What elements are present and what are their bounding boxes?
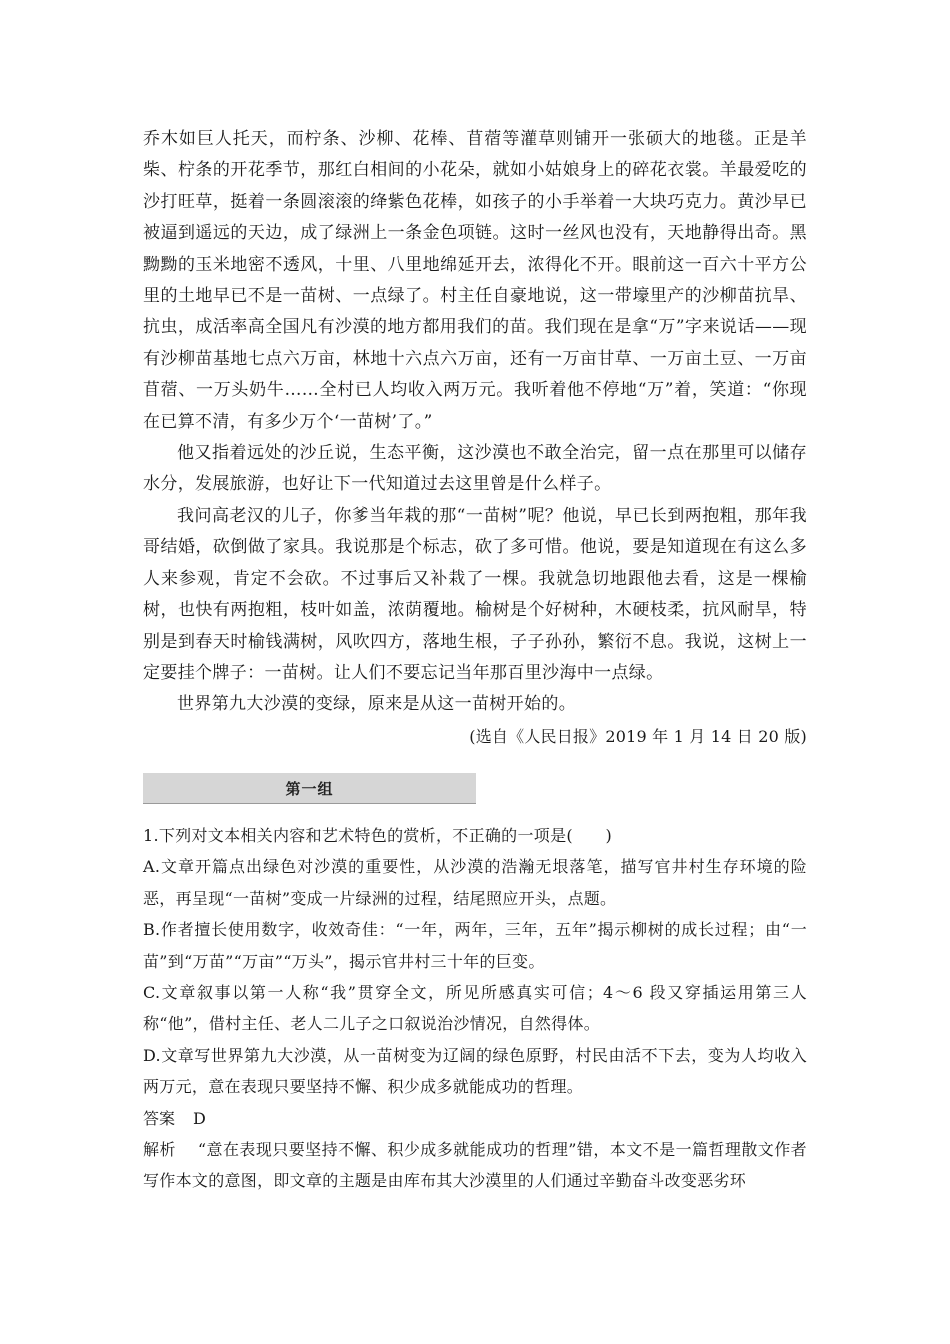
passage-paragraph-3: 我问高老汉的儿子，你爹当年栽的那“一苗树”呢？他说，早已长到两抱粗，那年我哥结婚，砍倒做了家具。我说那是个标志，砍了多可惜。他说，要是知道现在有这么多人来参观，肯定不会砍。不过事后又补栽了一棵。我就急切地跟他去看，这是一棵榆树，也快有两抱粗，枝叶如盖，浓荫覆地。榆树是个好树种，木硬枝柔，抗风耐旱，特别是到春天时榆钱满树，风吹四方，落地生根，子子孙孙，繁衍不息。我说，这树上一定要挂个牌子：一苗树。让人们不要忘记当年那百里沙海中一点绿。 bbox=[143, 505, 807, 683]
question-stem: 1.下列对文本相关内容和艺术特色的赏析，不正确的一项是( ) bbox=[143, 826, 613, 845]
option-c: C.文章叙事以第一人称“我”贯穿全文，所见所感真实可信；4～6 段又穿插运用第三人称“他”，借村主任、老人二儿子之口叙说治沙情况，自然得体。 bbox=[143, 983, 807, 1034]
group-title: 第一组 bbox=[285, 779, 334, 798]
answer-value: D bbox=[193, 1108, 206, 1128]
answer-row bbox=[143, 1103, 807, 1134]
analysis-text: “意在表现只要坚持不懈、积少成多就能成功的哲理”错，本文不是一篇哲理散文作者写作本文的意图，即文章的主题是由库布其大沙漠里的人们通过辛勤奋斗改变恶劣环 bbox=[143, 1140, 807, 1191]
analysis-label: 解析 bbox=[143, 1140, 176, 1160]
question-block bbox=[143, 820, 807, 1197]
answer-label: 答案 bbox=[143, 1108, 176, 1128]
reading-passage bbox=[143, 124, 807, 752]
option-a: A.文章开篇点出绿色对沙漠的重要性，从沙漠的浩瀚无垠落笔，描写官井村生存环境的险恶，再呈现“一苗树”变成一片绿洲的过程，结尾照应开头，点题。 bbox=[143, 857, 807, 908]
passage-paragraph-4: 世界第九大沙漠的变绿，原来是从这一苗树开始的。 bbox=[177, 694, 577, 715]
passage-source: (选自《人民日报》2019 年 1 月 14 日 20 版) bbox=[469, 726, 807, 746]
option-d: D.文章写世界第九大沙漠，从一苗树变为辽阔的绿色原野，村民由活不下去，变为人均收入两万元，意在表现只要坚持不懈、积少成多就能成功的哲理。 bbox=[143, 1045, 807, 1097]
passage-paragraph-1: 乔木如巨人托天，而柠条、沙柳、花棒、苜蓿等灌草则铺开一张硕大的地毯。正是羊柴、柠条的开花季节，那红白相间的小花朵，就如小姑娘身上的碎花衣裳。羊最爱吃的沙打旺草，挺着一条圆滚滚的绛紫色花棒，如孩子的小手举着一大块巧克力。黄沙早已被逼到遥远的天边，成了绿洲上一条金色项链。这时一丝风也没有，天地静得出奇。黑黝黝的玉米地密不透风，十里、八里地绵延开去，浓得化不开。眼前这一百六十平方公里的土地早已不是一苗树、一点绿了。村主任自豪地说，这一带壕里产的沙柳苗抗旱、抗虫，成活率高全国凡有沙漠的地方都用我们的苗。我们现在是拿“万”字来说话——现有沙柳苗基地七点六万亩，林地十六点六万亩，还有一万亩甘草、一万亩土豆、一万亩苜蓿、一万头奶牛……全村已人均收入两万元。我听着他不停地“万”着，笑道：“你现在已算不清，有多少万个‘一苗树’了。” bbox=[143, 129, 807, 432]
analysis-row bbox=[143, 1134, 807, 1197]
group-header bbox=[143, 773, 476, 804]
passage-paragraph-2: 他又指着远处的沙丘说，生态平衡，这沙漠也不敢全治完，留一点在那里可以储存水分，发展旅游，也好让下一代知道过去这里曾是什么样子。 bbox=[143, 443, 807, 495]
option-b: B.作者擅长使用数字，收效奇佳：“一年，两年，三年，五年”揭示柳树的成长过程；由“一苗”到“万苗”“万亩”“万头”，揭示官井村三十年的巨变。 bbox=[143, 920, 807, 971]
